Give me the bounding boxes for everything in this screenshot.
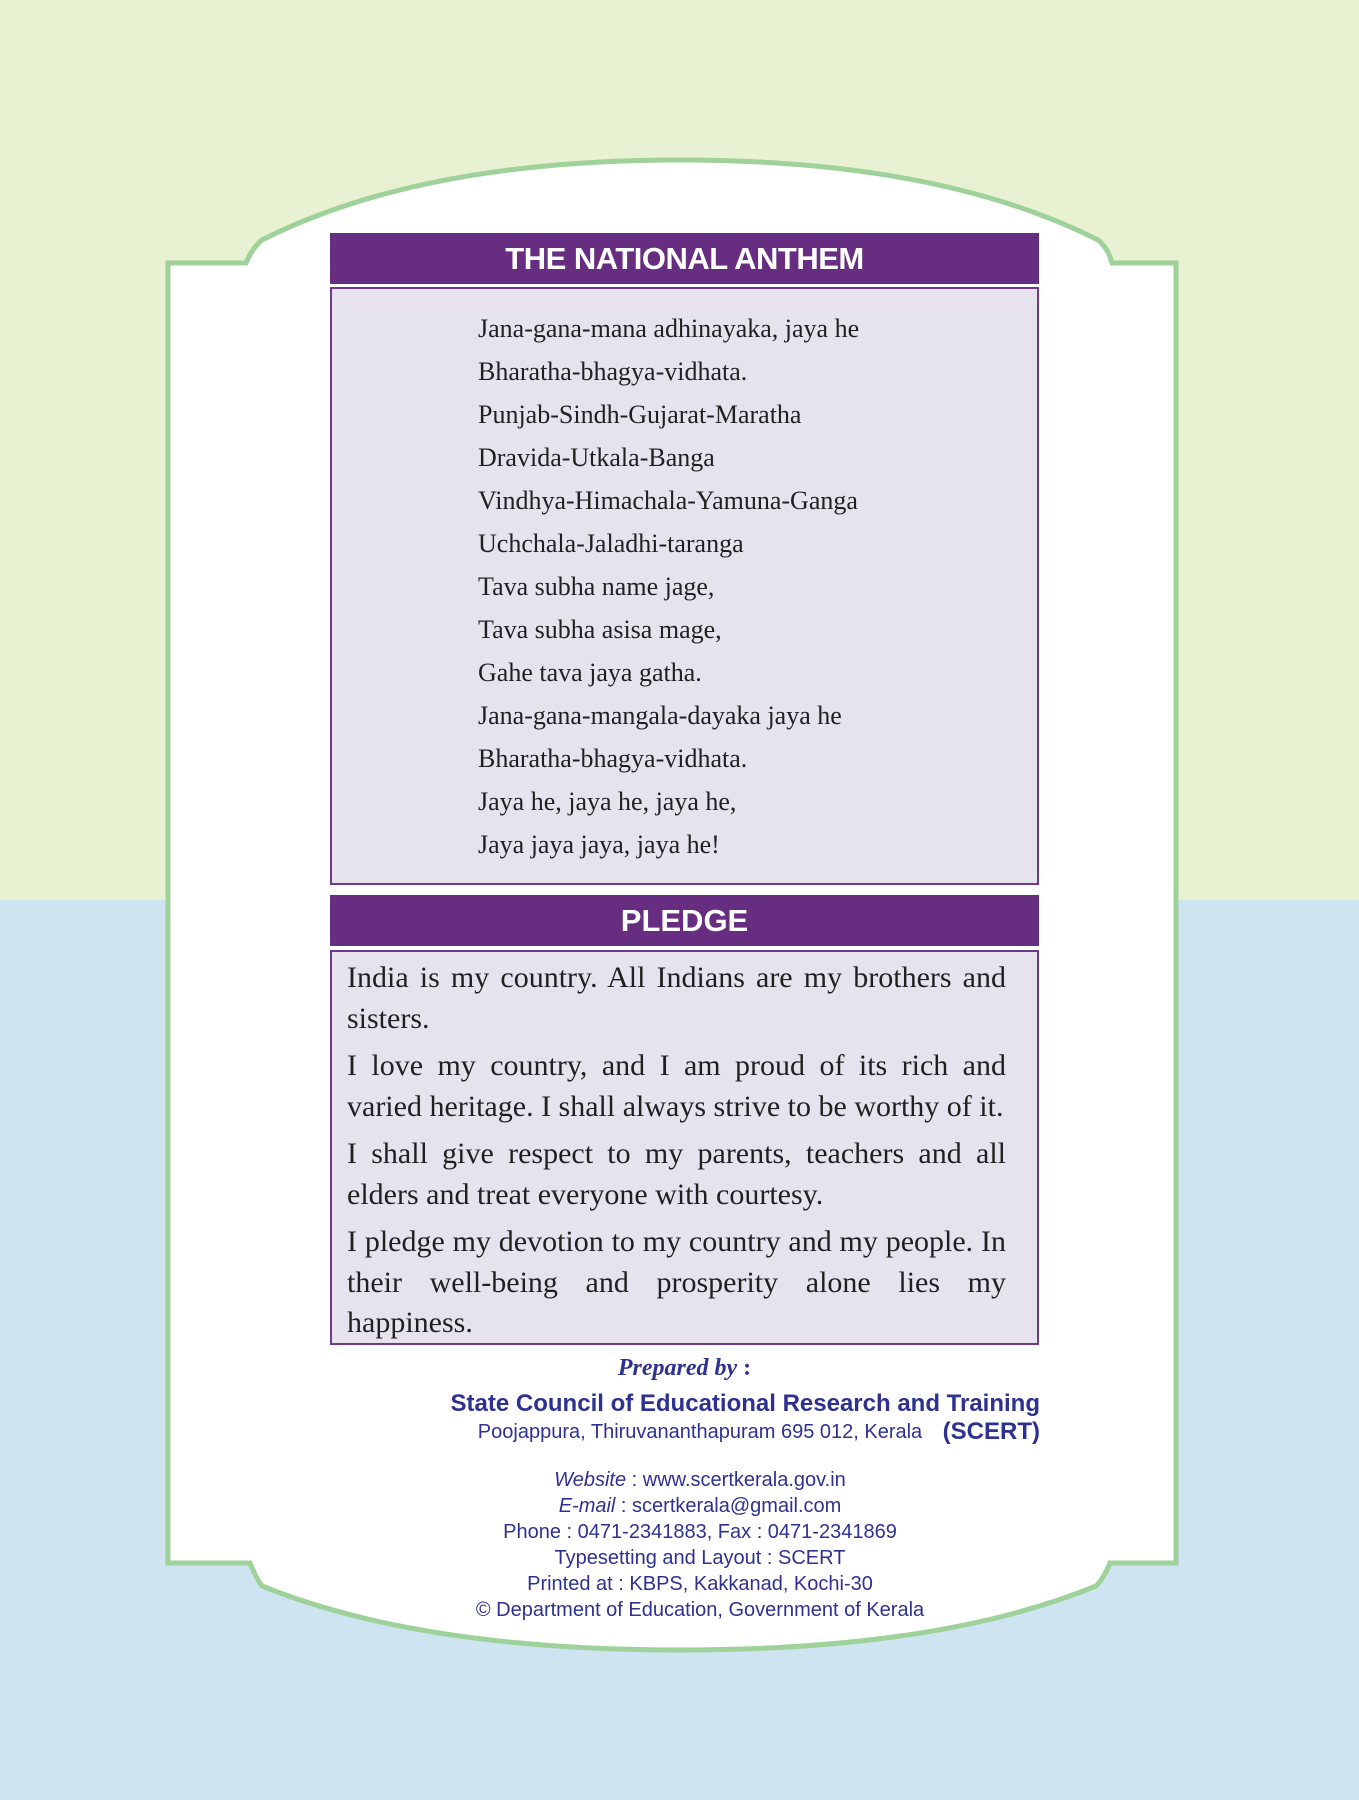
anthem-line: Uchchala-Jaladhi-taranga — [478, 529, 744, 558]
anthem-line: Jana-gana-mana adhinayaka, jaya he — [478, 314, 860, 343]
pledge-text — [347, 958, 1006, 1351]
anthem-line: Punjab-Sindh-Gujarat-Maratha — [478, 400, 802, 429]
organization-address: Poojappura, Thiruvananthapuram 695 012, Kerala — [477, 1421, 923, 1443]
phone-line: Phone : 0471-2341883, Fax : 0471-2341869 — [503, 1521, 897, 1543]
anthem-line: Jaya jaya jaya, jaya he! — [478, 830, 720, 859]
organization-name: State Council of Educational Research and Training (SCERT) — [450, 1390, 1040, 1445]
typesetting-line: Typesetting and Layout : SCERT — [554, 1547, 846, 1569]
national-anthem-heading: THE NATIONAL ANTHEM — [330, 233, 1039, 284]
anthem-line: Vindhya-Himachala-Yamuna-Ganga — [478, 486, 858, 515]
pledge-paragraph: India is my country. All Indians are my brothers and sisters. — [347, 961, 1006, 1035]
printed-at-line: Printed at : KBPS, Kakkanad, Kochi-30 — [527, 1573, 873, 1595]
anthem-line: Jaya he, jaya he, jaya he, — [478, 787, 737, 816]
anthem-line: Gahe tava jaya gatha. — [478, 658, 702, 687]
email-value[interactable]: : scertkerala@gmail.com — [615, 1495, 842, 1517]
anthem-line: Bharatha-bhagya-vidhata. — [478, 744, 748, 773]
website-label: Website — [554, 1469, 627, 1491]
prepared-by — [330, 1355, 1039, 1382]
anthem-line: Tava subha name jage, — [478, 572, 715, 601]
national-anthem-box — [330, 287, 1039, 885]
pledge-paragraph: I shall give respect to my parents, teachers and all elders and treat everyone with courtesy. — [347, 1137, 1006, 1211]
email-line — [350, 1495, 1050, 1518]
anthem-line: Dravida-Utkala-Banga — [478, 443, 715, 472]
prepared-by-label: Prepared by — [617, 1355, 738, 1381]
anthem-line: Bharatha-bhagya-vidhata. — [478, 357, 748, 386]
anthem-line: Tava subha asisa mage, — [478, 615, 722, 644]
copyright-line: © Department of Education, Government of Kerala — [475, 1599, 925, 1621]
anthem-lines — [478, 307, 859, 866]
pledge-box — [330, 950, 1039, 1345]
pledge-paragraph: I love my country, and I am proud of its rich and varied heritage. I shall always strive to be worthy of it. — [347, 1049, 1006, 1123]
pledge-heading: PLEDGE — [330, 895, 1039, 946]
prepared-by-colon: : — [737, 1355, 752, 1381]
website-value[interactable]: : www.scertkerala.gov.in — [626, 1469, 846, 1491]
pledge-paragraph: I pledge my devotion to my country and my people. In their well-being and prosperity alone lies my happiness. — [347, 1225, 1006, 1339]
anthem-line: Jana-gana-mangala-dayaka jaya he — [478, 701, 842, 730]
website-line — [350, 1469, 1050, 1492]
email-label: E-mail — [558, 1495, 616, 1517]
